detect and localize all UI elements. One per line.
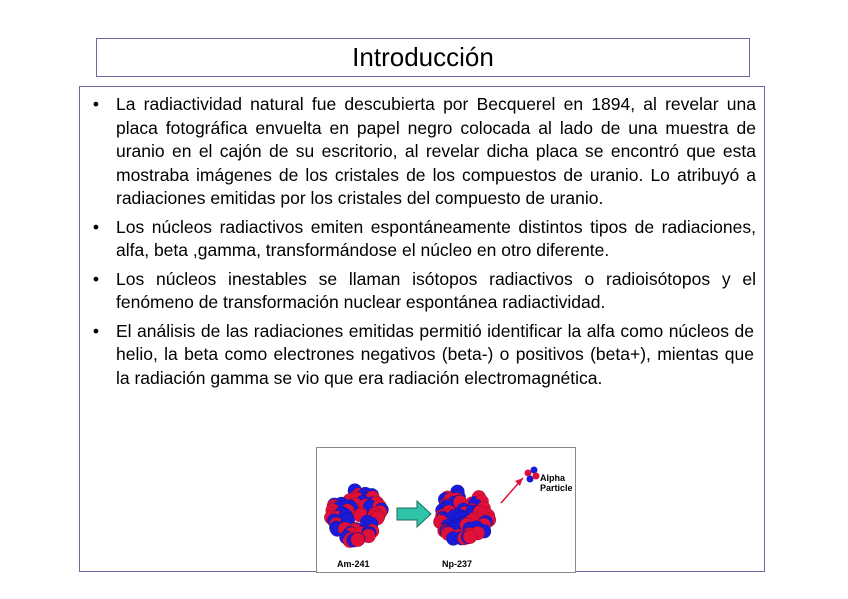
proton-sphere xyxy=(533,473,540,480)
bullet-item xyxy=(80,268,760,315)
bullet-symbol: • xyxy=(92,320,100,341)
alpha-particle xyxy=(525,467,540,483)
alpha-label-line2: Particle xyxy=(540,483,573,493)
bullet-text: Los núcleos radiactivos emiten espontáneamente distintos tipos de radiaciones, alfa, beta ,gamma, transformándose el núcleo en otro diferente. xyxy=(116,216,756,260)
bullet-item xyxy=(80,93,760,211)
proton-sphere xyxy=(463,530,477,544)
alpha-particle-label xyxy=(540,473,573,493)
content-box xyxy=(79,86,765,572)
bullet-symbol: • xyxy=(92,94,100,114)
bullet-symbol: • xyxy=(92,216,100,237)
transformation-arrow xyxy=(397,501,431,527)
bullet-list xyxy=(80,93,760,395)
bullet-text: Los núcleos inestables se llaman isótopos radiactivos o radioisótopos y el fenómeno de transformación nuclear espontánea radiactividad. xyxy=(116,268,756,312)
bullet-item xyxy=(80,216,760,263)
proton-sphere xyxy=(351,533,365,547)
slide-title: Introducción xyxy=(96,38,750,77)
neutron-sphere xyxy=(531,467,538,474)
np-237-nucleus xyxy=(433,485,496,546)
am-241-nucleus xyxy=(324,484,388,548)
alpha-label-line1: Alpha xyxy=(540,473,566,483)
bullet-text: La radiactividad natural fue descubierta por Becquerel en 1894, al revelar una placa fotográfica envuelta en papel negro colocada al lado de una muestra de uranio en el cajón de su escritorio, al revelar dicha placa se encontró que esta mostraba imágenes de los cristales de los compuestos de uranio. Lo atribuyó a radiaciones emitidas por los cristales del compuesto de uranio. xyxy=(116,94,756,208)
proton-sphere xyxy=(525,470,532,477)
am-241-label: Am-241 xyxy=(337,559,370,569)
alpha-decay-illustration xyxy=(317,448,575,572)
neutron-sphere xyxy=(527,476,534,483)
alpha-decay-figure xyxy=(316,447,576,573)
bullet-text: El análisis de las radiaciones emitidas permitió identificar la alfa como núcleos de helio, la beta como electrones negativos (beta-) o positivos (beta+), mientas que la radiación gamma se vio que era radiación electromagnética. xyxy=(116,320,754,388)
emission-arrow xyxy=(501,478,523,503)
bullet-symbol: • xyxy=(92,268,100,289)
np-237-label: Np-237 xyxy=(442,559,473,569)
bullet-item xyxy=(80,320,760,391)
